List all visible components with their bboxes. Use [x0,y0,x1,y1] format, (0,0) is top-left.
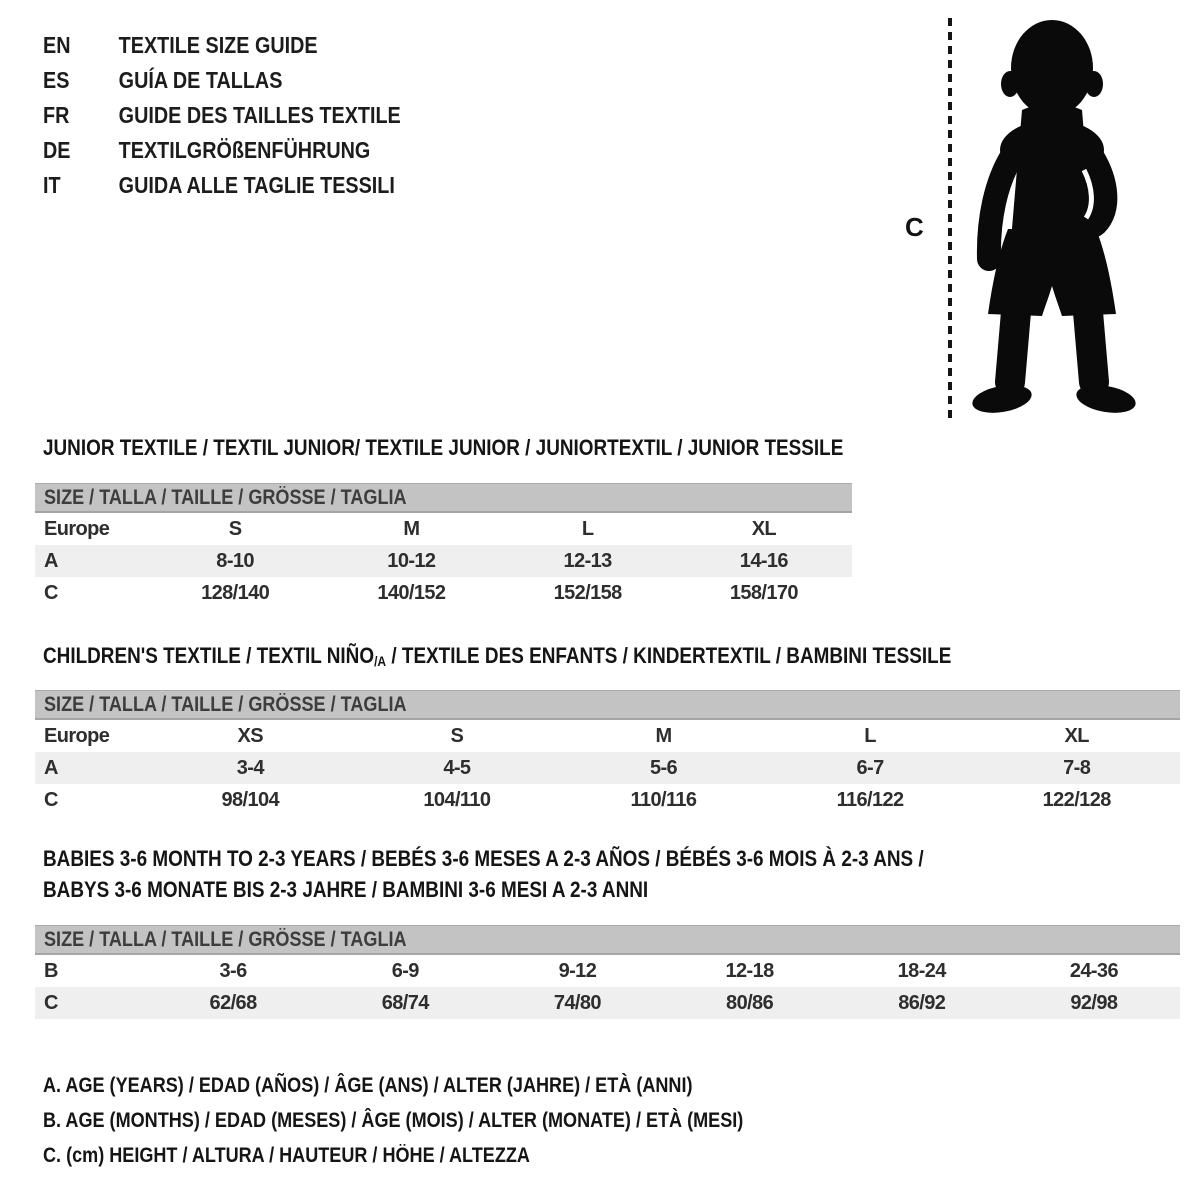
size-cell: 104/110 [423,788,491,811]
size-cell: M [655,724,672,747]
size-cell: 8-10 [216,549,254,572]
size-cell: 122/128 [1042,788,1111,811]
size-cell: L [581,517,594,540]
size-cell: 3-4 [236,756,264,779]
legend-line-a: A. AGE (YEARS) / EDAD (AÑOS) / ÂGE (ANS) / ALTER (JAHRE) / ETÀ (ANNI) [43,1074,693,1097]
section-title-babies: BABIES 3-6 MONTH TO 2-3 YEARS / BEBÉS 3-6 MESES A 2-3 AÑOS / BÉBÉS 3-6 MOIS À 2-3 ANS / BABYS 3-6 MONATE BIS 2-3 JAHRE / BAMBINI 3-6 MESI A 2-3 ANNI [43,846,924,902]
size-cell: 98/104 [221,788,280,811]
size-cell: S [450,724,464,747]
table-row [35,720,1180,752]
size-cell: 116/122 [836,788,904,811]
size-cell: S [228,517,242,540]
height-measure-label: C [905,212,924,242]
size-cell: 24-36 [1069,959,1118,982]
size-cell: XS [237,724,264,747]
size-cell: 158/170 [729,581,798,604]
table-row [35,987,1180,1019]
row-label: C [44,581,58,604]
size-cell: 14-16 [739,549,788,572]
language-title: GUIDA ALLE TAGLIE TESSILI [118,172,395,198]
row-label: A [44,756,58,779]
height-dashed-line [948,18,952,418]
size-cell: 152/158 [553,581,622,604]
row-label: B [44,959,58,982]
language-row-it [43,168,459,203]
size-header-bar: SIZE / TALLA / TAILLE / GRÖSSE / TAGLIA [35,925,1180,955]
size-cell: 68/74 [381,991,429,1014]
size-cell: 4-5 [443,756,471,779]
language-code: FR [43,102,70,128]
legend-line-b: B. AGE (MONTHS) / EDAD (MESES) / ÂGE (MOIS) / ALTER (MONATE) / ETÀ (MESI) [43,1109,744,1132]
size-table-babies [35,925,1180,1019]
table-row [35,955,1180,987]
size-cell: 6-9 [391,959,419,982]
size-table-junior [35,483,852,609]
language-row-es [43,63,459,98]
language-list [43,28,459,203]
size-cell: 6-7 [856,756,884,779]
language-title: TEXTILGRÖßENFÜHRUNG [118,137,371,163]
size-cell: XL [1064,724,1089,747]
legend [43,1068,857,1173]
size-table-children [35,690,1180,816]
language-row-en [43,28,459,63]
size-cell: 3-6 [219,959,247,982]
legend-line-c: C. (cm) HEIGHT / ALTURA / HAUTEUR / HÖHE / ALTEZZA [43,1144,530,1167]
size-cell: 128/140 [201,581,270,604]
table-row [35,545,852,577]
size-cell: 10-12 [387,549,436,572]
language-title: GUIDE DES TAILLES TEXTILE [118,102,401,128]
language-title: TEXTILE SIZE GUIDE [118,32,318,58]
size-cell: 80/86 [726,991,774,1014]
row-label: A [44,549,58,572]
language-code: EN [43,32,71,58]
size-cell: 92/98 [1070,991,1118,1014]
language-code: ES [43,67,70,93]
row-label: Europe [44,517,110,540]
table-row [35,577,852,609]
size-cell: XL [751,517,777,540]
size-header-bar: SIZE / TALLA / TAILLE / GRÖSSE / TAGLIA [35,483,852,513]
size-cell: 74/80 [553,991,601,1014]
language-title: GUÍA DE TALLAS [118,67,283,93]
size-cell: L [864,724,876,747]
section-title-children: CHILDREN'S TEXTILE / TEXTIL NIÑO/A / TEXTILE DES ENFANTS / KINDERTEXTIL / BAMBINI TESSILE [43,643,952,669]
size-cell: 9-12 [558,959,597,982]
size-cell: 62/68 [209,991,257,1014]
size-cell: 12-13 [563,549,612,572]
size-cell: 110/116 [630,788,697,811]
row-label: C [44,991,58,1014]
row-label: Europe [44,724,110,747]
row-label: C [44,788,58,811]
language-code: IT [43,172,61,198]
size-cell: 5-6 [649,756,678,779]
table-row [35,513,852,545]
toddler-silhouette-icon [960,14,1140,424]
size-cell: 12-18 [725,959,774,982]
language-code: DE [43,137,71,163]
language-row-de [43,133,459,168]
size-cell: 7-8 [1063,756,1091,779]
size-cell: 86/92 [898,991,946,1014]
size-cell: M [403,517,420,540]
size-cell: 140/152 [377,581,446,604]
size-cell: 18-24 [897,959,946,982]
section-title-junior: JUNIOR TEXTILE / TEXTIL JUNIOR/ TEXTILE JUNIOR / JUNIORTEXTIL / JUNIOR TESSILE [43,435,844,460]
table-row [35,784,1180,816]
language-row-fr [43,98,459,133]
table-row [35,752,1180,784]
size-header-bar: SIZE / TALLA / TAILLE / GRÖSSE / TAGLIA [35,690,1180,720]
